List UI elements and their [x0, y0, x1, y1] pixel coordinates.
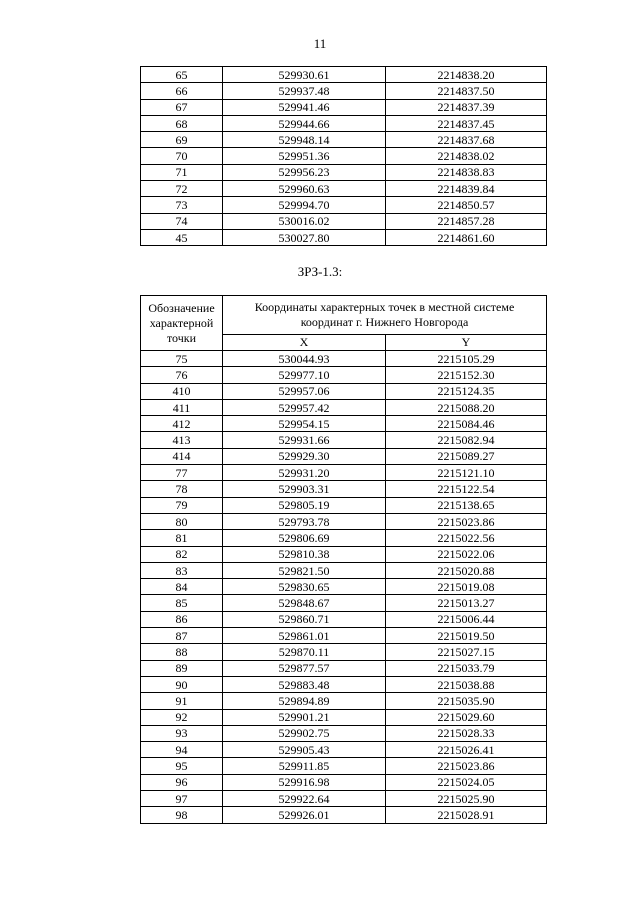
- point-number-cell: 98: [141, 807, 223, 823]
- table-row: [141, 513, 547, 529]
- x-coordinate-cell: 529948.14: [223, 132, 386, 148]
- x-coordinate-cell: 529954.15: [223, 416, 386, 432]
- point-number-cell: 90: [141, 676, 223, 692]
- x-coordinate-cell: 529977.10: [223, 367, 386, 383]
- y-coordinate-cell: 2215013.27: [386, 595, 547, 611]
- point-number-cell: 412: [141, 416, 223, 432]
- y-coordinate-cell: 2215105.29: [386, 351, 547, 367]
- point-number-cell: 97: [141, 791, 223, 807]
- x-coordinate-cell: 529911.85: [223, 758, 386, 774]
- table-row: [141, 595, 547, 611]
- table-row: [141, 725, 547, 741]
- table-header: [141, 296, 547, 351]
- table-row: [141, 791, 547, 807]
- point-number-cell: 70: [141, 148, 223, 164]
- point-number-cell: 91: [141, 693, 223, 709]
- point-number-cell: 66: [141, 83, 223, 99]
- y-coordinate-cell: 2215138.65: [386, 497, 547, 513]
- x-coordinate-cell: 529793.78: [223, 513, 386, 529]
- y-coordinate-cell: 2214837.50: [386, 83, 547, 99]
- point-number-cell: 75: [141, 351, 223, 367]
- y-coordinate-cell: 2215023.86: [386, 758, 547, 774]
- y-coordinate-cell: 2215028.91: [386, 807, 547, 823]
- x-coordinate-cell: 529870.11: [223, 644, 386, 660]
- table-row: [141, 660, 547, 676]
- y-coordinate-cell: 2215122.54: [386, 481, 547, 497]
- table-row: [141, 115, 547, 131]
- table-top-body: [141, 67, 547, 246]
- y-coordinate-cell: 2214838.83: [386, 164, 547, 180]
- y-coordinate-cell: 2215033.79: [386, 660, 547, 676]
- y-coordinate-cell: 2215022.06: [386, 546, 547, 562]
- point-number-cell: 73: [141, 197, 223, 213]
- table-row: [141, 67, 547, 83]
- table-row: [141, 497, 547, 513]
- x-coordinate-cell: 529830.65: [223, 579, 386, 595]
- header-x: X: [223, 335, 386, 351]
- x-coordinate-cell: 529883.48: [223, 676, 386, 692]
- table-bottom-body: [141, 351, 547, 824]
- y-coordinate-cell: 2215082.94: [386, 432, 547, 448]
- y-coordinate-cell: 2215038.88: [386, 676, 547, 692]
- y-coordinate-cell: 2214838.02: [386, 148, 547, 164]
- table-row: [141, 546, 547, 562]
- point-number-cell: 80: [141, 513, 223, 529]
- x-coordinate-cell: 530016.02: [223, 213, 386, 229]
- point-number-cell: 76: [141, 367, 223, 383]
- y-coordinate-cell: 2214837.39: [386, 99, 547, 115]
- point-number-cell: 96: [141, 774, 223, 790]
- point-number-cell: 45: [141, 229, 223, 245]
- table-row: [141, 132, 547, 148]
- table-row: [141, 213, 547, 229]
- x-coordinate-cell: 529861.01: [223, 628, 386, 644]
- y-coordinate-cell: 2215020.88: [386, 562, 547, 578]
- table-row: [141, 367, 547, 383]
- table-row: [141, 579, 547, 595]
- x-coordinate-cell: 529951.36: [223, 148, 386, 164]
- x-coordinate-cell: 529929.30: [223, 448, 386, 464]
- y-coordinate-cell: 2215084.46: [386, 416, 547, 432]
- y-coordinate-cell: 2215028.33: [386, 725, 547, 741]
- y-coordinate-cell: 2214861.60: [386, 229, 547, 245]
- point-number-cell: 413: [141, 432, 223, 448]
- y-coordinate-cell: 2215024.05: [386, 774, 547, 790]
- table-row: [141, 181, 547, 197]
- x-coordinate-cell: 529877.57: [223, 660, 386, 676]
- x-coordinate-cell: 529956.23: [223, 164, 386, 180]
- table-row: [141, 416, 547, 432]
- x-coordinate-cell: 529821.50: [223, 562, 386, 578]
- x-coordinate-cell: 529941.46: [223, 99, 386, 115]
- y-coordinate-cell: 2215025.90: [386, 791, 547, 807]
- x-coordinate-cell: 529903.31: [223, 481, 386, 497]
- table-row: [141, 774, 547, 790]
- x-coordinate-cell: 529916.98: [223, 774, 386, 790]
- x-coordinate-cell: 529805.19: [223, 497, 386, 513]
- point-number-cell: 414: [141, 448, 223, 464]
- x-coordinate-cell: 529810.38: [223, 546, 386, 562]
- point-number-cell: 88: [141, 644, 223, 660]
- point-number-cell: 87: [141, 628, 223, 644]
- table-row: [141, 709, 547, 725]
- y-coordinate-cell: 2215019.50: [386, 628, 547, 644]
- y-coordinate-cell: 2215022.56: [386, 530, 547, 546]
- point-number-cell: 83: [141, 562, 223, 578]
- x-coordinate-cell: 529931.66: [223, 432, 386, 448]
- point-number-cell: 71: [141, 164, 223, 180]
- point-number-cell: 74: [141, 213, 223, 229]
- x-coordinate-cell: 529894.89: [223, 693, 386, 709]
- table-row: [141, 628, 547, 644]
- point-number-cell: 72: [141, 181, 223, 197]
- y-coordinate-cell: 2215023.86: [386, 513, 547, 529]
- point-number-cell: 411: [141, 399, 223, 415]
- point-number-cell: 95: [141, 758, 223, 774]
- table-row: [141, 693, 547, 709]
- table-row: [141, 530, 547, 546]
- y-coordinate-cell: 2214837.45: [386, 115, 547, 131]
- y-coordinate-cell: 2215029.60: [386, 709, 547, 725]
- table-row: [141, 197, 547, 213]
- x-coordinate-cell: 530027.80: [223, 229, 386, 245]
- coordinates-table-top: [140, 66, 547, 246]
- table-row: [141, 562, 547, 578]
- y-coordinate-cell: 2215027.15: [386, 644, 547, 660]
- point-number-cell: 85: [141, 595, 223, 611]
- table-row: [141, 351, 547, 367]
- table-row: [141, 448, 547, 464]
- point-number-cell: 65: [141, 67, 223, 83]
- x-coordinate-cell: 529960.63: [223, 181, 386, 197]
- x-coordinate-cell: 529926.01: [223, 807, 386, 823]
- x-coordinate-cell: 529860.71: [223, 611, 386, 627]
- point-number-cell: 69: [141, 132, 223, 148]
- y-coordinate-cell: 2214857.28: [386, 213, 547, 229]
- point-number-cell: 82: [141, 546, 223, 562]
- x-coordinate-cell: 529922.64: [223, 791, 386, 807]
- table-row: [141, 229, 547, 245]
- y-coordinate-cell: 2215006.44: [386, 611, 547, 627]
- table-row: [141, 465, 547, 481]
- table-row: [141, 432, 547, 448]
- table-row: [141, 807, 547, 823]
- point-number-cell: 67: [141, 99, 223, 115]
- y-coordinate-cell: 2214838.20: [386, 67, 547, 83]
- y-coordinate-cell: 2215121.10: [386, 465, 547, 481]
- x-coordinate-cell: 529902.75: [223, 725, 386, 741]
- y-coordinate-cell: 2214837.68: [386, 132, 547, 148]
- point-number-cell: 81: [141, 530, 223, 546]
- point-number-cell: 93: [141, 725, 223, 741]
- table-row: [141, 383, 547, 399]
- table-row: [141, 676, 547, 692]
- point-number-cell: 410: [141, 383, 223, 399]
- x-coordinate-cell: 529944.66: [223, 115, 386, 131]
- x-coordinate-cell: 529905.43: [223, 742, 386, 758]
- point-number-cell: 77: [141, 465, 223, 481]
- y-coordinate-cell: 2215089.27: [386, 448, 547, 464]
- x-coordinate-cell: 529957.06: [223, 383, 386, 399]
- table-row: [141, 758, 547, 774]
- x-coordinate-cell: 530044.93: [223, 351, 386, 367]
- x-coordinate-cell: 529931.20: [223, 465, 386, 481]
- y-coordinate-cell: 2215152.30: [386, 367, 547, 383]
- x-coordinate-cell: 529957.42: [223, 399, 386, 415]
- x-coordinate-cell: 529994.70: [223, 197, 386, 213]
- x-coordinate-cell: 529848.67: [223, 595, 386, 611]
- x-coordinate-cell: 529806.69: [223, 530, 386, 546]
- point-number-cell: 78: [141, 481, 223, 497]
- x-coordinate-cell: 529901.21: [223, 709, 386, 725]
- point-number-cell: 79: [141, 497, 223, 513]
- point-number-cell: 92: [141, 709, 223, 725]
- x-coordinate-cell: 529937.48: [223, 83, 386, 99]
- point-number-cell: 89: [141, 660, 223, 676]
- point-number-cell: 84: [141, 579, 223, 595]
- y-coordinate-cell: 2215088.20: [386, 399, 547, 415]
- table-row: [141, 164, 547, 180]
- table-row: [141, 83, 547, 99]
- y-coordinate-cell: 2215035.90: [386, 693, 547, 709]
- point-number-cell: 86: [141, 611, 223, 627]
- point-number-cell: 94: [141, 742, 223, 758]
- section-title: ЗРЗ-1.3:: [297, 264, 343, 279]
- table-row: [141, 742, 547, 758]
- table-row: [141, 399, 547, 415]
- table-row: [141, 611, 547, 627]
- table-row: [141, 644, 547, 660]
- y-coordinate-cell: 2215019.08: [386, 579, 547, 595]
- table-row: [141, 99, 547, 115]
- y-coordinate-cell: 2214850.57: [386, 197, 547, 213]
- y-coordinate-cell: 2215124.35: [386, 383, 547, 399]
- y-coordinate-cell: 2214839.84: [386, 181, 547, 197]
- table-row: [141, 148, 547, 164]
- header-point-designation: Обозначение характерной точки: [141, 296, 223, 351]
- header-coordinates: Координаты характерных точек в местной системе координат г. Нижнего Новгорода: [223, 296, 547, 335]
- header-y: Y: [386, 335, 547, 351]
- x-coordinate-cell: 529930.61: [223, 67, 386, 83]
- page-number: 11: [313, 36, 327, 51]
- point-number-cell: 68: [141, 115, 223, 131]
- coordinates-table-bottom: [140, 295, 547, 824]
- table-row: [141, 481, 547, 497]
- y-coordinate-cell: 2215026.41: [386, 742, 547, 758]
